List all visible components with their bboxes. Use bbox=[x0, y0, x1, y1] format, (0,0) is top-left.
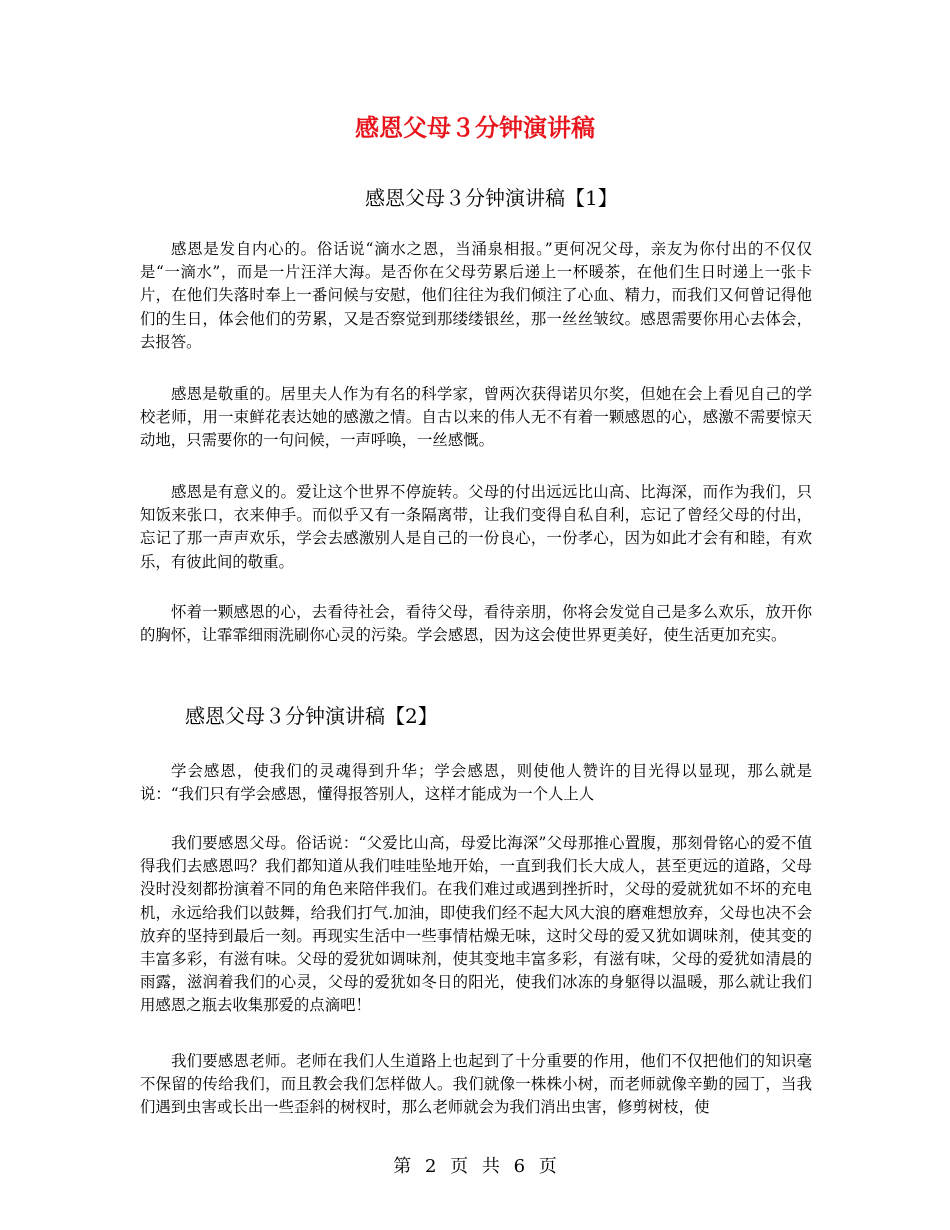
page-number-footer: 第 2 页 共 6 页 bbox=[393, 1156, 557, 1177]
section-1-paragraph-4: 怀着一颗感恩的心，去看待社会，看待父母，看待亲朋，你将会发觉自己是多么欢乐，放开你的胸怀，让霏霏细雨洗刷你心灵的污染。学会感恩，因为这会使世界更美好，使生活更加充实。 bbox=[140, 603, 812, 645]
section-2-paragraph-3: 我们要感恩老师。老师在我们人生道路上也起到了十分重要的作用，他们不仅把他们的知识毫不保留的传给我们，而且教会我们怎样做人。我们就像一株株小树，而老师就像辛勤的园丁，当我们遇到虫害或长出一些歪斜的树杈时，那么老师就会为我们消出虫害，修剪树枝，使 bbox=[140, 1052, 812, 1117]
section-1-paragraph-3: 感恩是有意义的。爱让这个世界不停旋转。父母的付出远远比山高、比海深，而作为我们，只知饭来张口，衣来伸手。而似乎又有一条隔离带，让我们变得自私自利，忘记了曾经父母的付出，忘记了那一声声欢乐，学会去感激别人是自己的一份良心，一份孝心，因为如此才会有和睦，有欢乐，有彼此间的敬重。 bbox=[140, 483, 812, 571]
section-2-paragraph-1: 学会感恩，使我们的灵魂得到升华；学会感恩，则使他人赞许的目光得以显现，那么就是说：“我们只有学会感恩，懂得报答别人，这样才能成为一个人上人 bbox=[140, 762, 812, 804]
document-title: 感恩父母３分钟演讲稿 bbox=[355, 113, 595, 142]
section-heading-1: 感恩父母３分钟演讲稿【1】 bbox=[365, 186, 618, 210]
section-1-paragraph-2: 感恩是敬重的。居里夫人作为有名的科学家，曾两次获得诺贝尔奖，但她在会上看见自己的学校老师，用一束鲜花表达她的感激之情。自古以来的伟人无不有着一颗感恩的心，感激不需要惊天动地，只需要你的一句问候，一声呼唤，一丝感慨。 bbox=[140, 385, 812, 450]
section-1-paragraph-1: 感恩是发自内心的。俗话说“滴水之恩，当涌泉相报。”更何况父母，亲友为你付出的不仅仅是“一滴水”，而是一片汪洋大海。是否你在父母劳累后递上一杯暖茶，在他们生日时递上一张卡片，在他们失落时奉上一番问候与安慰，他们往往为我们倾注了心血、精力，而我们又何曾记得他们的生日，体会他们的劳累，又是否察觉到那缕缕银丝，那一丝丝皱纹。感恩需要你用心去体会，去报答。 bbox=[140, 240, 812, 351]
section-2-paragraph-2: 我们要感恩父母。俗话说：“父爱比山高，母爱比海深”父母那推心置腹，那刻骨铭心的爱不值得我们去感恩吗？我们都知道从我们哇哇坠地开始，一直到我们长大成人，甚至更远的道路，父母没时没刻都扮演着不同的角色来陪伴我们。在我们难过或遇到挫折时，父母的爱就犹如不坏的充电机，永远给我们以鼓舞，给我们打气.加油，即使我们经不起大风大浪的磨难想放弃，父母也决不会放弃的坚持到最后一刻。再现实生活中一些事情枯燥无味，这时父母的爱又犹如调味剂，使其变的丰富多彩，有滋有味。父母的爱犹如调味剂，使其变地丰富多彩，有滋有味，父母的爱犹如清晨的雨露，滋润着我们的心灵，父母的爱犹如冬日的阳光，使我们冰冻的身躯得以温暖，那么就让我们用感恩之瓶去收集那爱的点滴吧！ bbox=[140, 834, 812, 1015]
section-heading-2: 感恩父母３分钟演讲稿【2】 bbox=[185, 704, 438, 728]
